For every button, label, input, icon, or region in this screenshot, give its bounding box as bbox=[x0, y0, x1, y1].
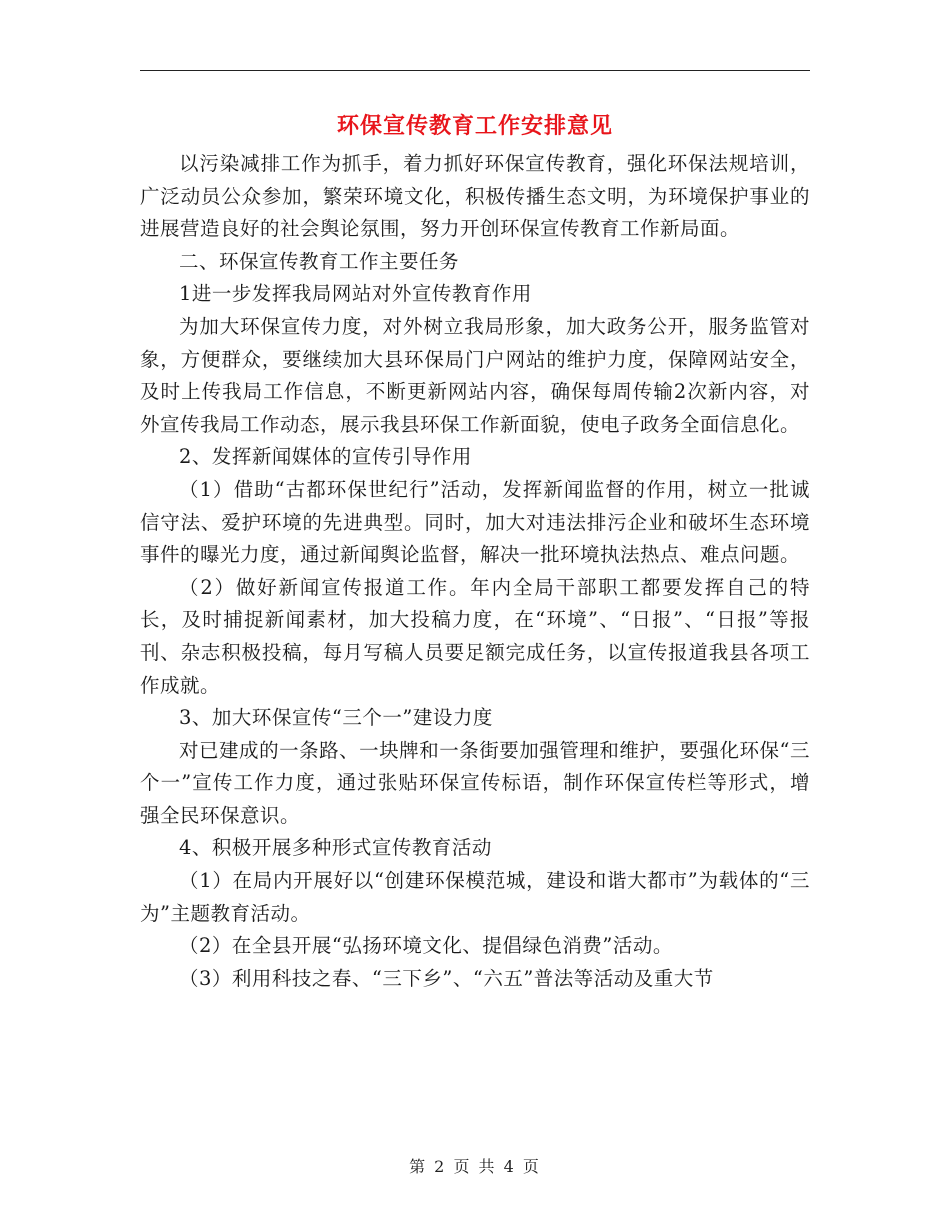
page-number: 第 2 页 共 4 页 bbox=[409, 1157, 541, 1176]
subheading-website: 1进一步发挥我局网站对外宣传教育作用 bbox=[179, 282, 532, 306]
paragraph-three-ones: 对已建成的一条路、一块牌和一条街要加强管理和维护，要强化环保“三个一”宣传工作力度，通过张贴环保宣传标语，制作环保宣传栏等形式，增强全民环保意识。 bbox=[140, 738, 810, 827]
header-rule bbox=[140, 70, 810, 71]
document-title: 环保宣传教育工作安排意见 bbox=[336, 113, 613, 139]
paragraph-website: 为加大环保宣传力度，对外树立我局形象，加大政务公开，服务监管对象，方便群众，要继续加大县环保局门户网站的维护力度，保障网站安全，及时上传我局工作信息，不断更新网站内容，确保每周传输2次新内容，对外宣传我局工作动态，展示我县环保工作新面貌，使电子政务全面信息化。 bbox=[140, 314, 810, 436]
paragraph-activities-1: （1）在局内开展好以“创建环保模范城，建设和谐大都市”为载体的“三为”主题教育活动。 bbox=[140, 869, 810, 925]
section-heading-main-tasks: 二、环保宣传教育工作主要任务 bbox=[179, 249, 460, 273]
paragraph-activities-3: （3）利用科技之春、“三下乡”、“六五”普法等活动及重大节 bbox=[179, 966, 714, 990]
paragraph-news-media-1: （1）借助“古都环保世纪行”活动，发挥新闻监督的作用，树立一批诚信守法、爱护环境的先进典型。同时，加大对违法排污企业和破坏生态环境事件的曝光力度，通过新闻舆论监督，解决一批环境执法热点、难点问题。 bbox=[140, 477, 810, 567]
paragraph-activities-2: （2）在全县开展“弘扬环境文化、提倡绿色消费”活动。 bbox=[179, 934, 673, 958]
paragraph-news-media-2: （2）做好新闻宣传报道工作。年内全局干部职工都要发挥自己的特长，及时捕捉新闻素材，加大投稿力度，在“环境”、“日报”、“日报”等报刊、杂志积极投稿，每月写稿人员要足额完成任务，以宣传报道我县各项工作成就。 bbox=[140, 575, 810, 697]
subheading-news-media: 2、发挥新闻媒体的宣传引导作用 bbox=[179, 445, 472, 469]
document-body bbox=[140, 148, 810, 995]
paragraph-intro: 以污染减排工作为抓手，着力抓好环保宣传教育，强化环保法规培训，广泛动员公众参加，繁荣环境文化，积极传播生态文明，为环境保护事业的进展营造良好的社会舆论氛围，努力开创环保宣传教育工作新局面。 bbox=[140, 152, 810, 241]
subheading-activities: 4、积极开展多种形式宣传教育活动 bbox=[179, 836, 492, 860]
subheading-three-ones: 3、加大环保宣传“三个一”建设力度 bbox=[179, 706, 493, 730]
